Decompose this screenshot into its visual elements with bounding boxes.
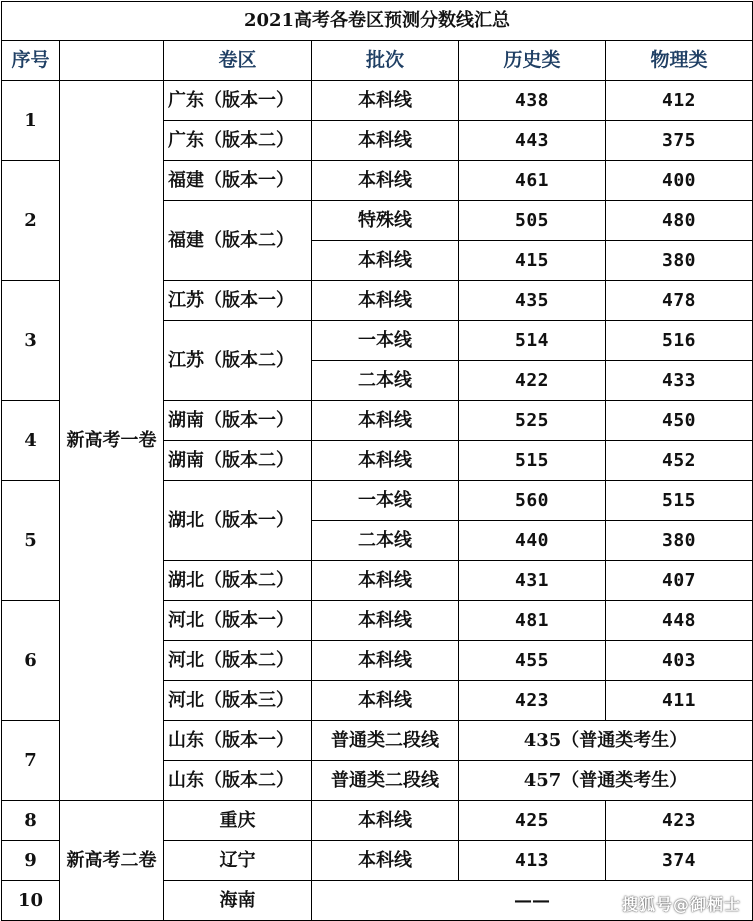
history-score-cell: 413 xyxy=(459,841,606,881)
physics-score-cell: 515 xyxy=(606,481,753,521)
header-group-blank xyxy=(60,41,164,81)
physics-score-cell: 407 xyxy=(606,561,753,601)
history-score-cell: 461 xyxy=(459,161,606,201)
physics-score-cell: 450 xyxy=(606,401,753,441)
seq-cell: 3 xyxy=(2,281,60,401)
physics-score-cell: 400 xyxy=(606,161,753,201)
region-cell: 湖南（版本一） xyxy=(164,401,312,441)
region-cell: 山东（版本一） xyxy=(164,721,312,761)
batch-cell: 本科线 xyxy=(312,241,459,281)
region-cell: 海南 xyxy=(164,881,312,921)
score-table xyxy=(1,1,753,921)
physics-score-cell: 412 xyxy=(606,81,753,121)
region-cell: 湖北（版本二） xyxy=(164,561,312,601)
batch-cell: 特殊线 xyxy=(312,201,459,241)
region-cell: 湖北（版本一） xyxy=(164,481,312,561)
combined-score-cell: 457（普通类考生） xyxy=(459,761,753,801)
paper-group-cell: 新高考一卷 xyxy=(60,81,164,801)
physics-score-cell: 403 xyxy=(606,641,753,681)
header-history: 历史类 xyxy=(459,41,606,81)
region-cell: 辽宁 xyxy=(164,841,312,881)
seq-cell: 8 xyxy=(2,801,60,841)
physics-score-cell: 448 xyxy=(606,601,753,641)
title-row xyxy=(2,2,753,41)
physics-score-cell: 452 xyxy=(606,441,753,481)
history-score-cell: 525 xyxy=(459,401,606,441)
table-row xyxy=(2,801,753,841)
history-score-cell: 440 xyxy=(459,521,606,561)
header-row xyxy=(2,41,753,81)
region-cell: 山东（版本二） xyxy=(164,761,312,801)
history-score-cell: 505 xyxy=(459,201,606,241)
history-score-cell: 515 xyxy=(459,441,606,481)
batch-cell: 普通类二段线 xyxy=(312,761,459,801)
history-score-cell: 425 xyxy=(459,801,606,841)
batch-cell: 二本线 xyxy=(312,361,459,401)
batch-cell: 本科线 xyxy=(312,441,459,481)
physics-score-cell: 516 xyxy=(606,321,753,361)
header-region: 卷区 xyxy=(164,41,312,81)
region-cell: 广东（版本一） xyxy=(164,81,312,121)
table-row xyxy=(2,81,753,121)
seq-cell: 10 xyxy=(2,881,60,921)
header-batch: 批次 xyxy=(312,41,459,81)
history-score-cell: 415 xyxy=(459,241,606,281)
history-score-cell: 455 xyxy=(459,641,606,681)
seq-cell: 9 xyxy=(2,841,60,881)
physics-score-cell: 380 xyxy=(606,241,753,281)
paper-group-cell: 新高考二卷 xyxy=(60,801,164,921)
batch-cell: 本科线 xyxy=(312,281,459,321)
physics-score-cell: 478 xyxy=(606,281,753,321)
physics-score-cell: 380 xyxy=(606,521,753,561)
region-cell: 江苏（版本二） xyxy=(164,321,312,401)
history-score-cell: 435 xyxy=(459,281,606,321)
batch-cell: 一本线 xyxy=(312,481,459,521)
history-score-cell: 423 xyxy=(459,681,606,721)
combined-score-cell: —— xyxy=(312,881,753,921)
seq-cell: 4 xyxy=(2,401,60,481)
region-cell: 河北（版本二） xyxy=(164,641,312,681)
region-cell: 江苏（版本一） xyxy=(164,281,312,321)
seq-cell: 1 xyxy=(2,81,60,161)
batch-cell: 二本线 xyxy=(312,521,459,561)
batch-cell: 本科线 xyxy=(312,401,459,441)
batch-cell: 普通类二段线 xyxy=(312,721,459,761)
region-cell: 河北（版本一） xyxy=(164,601,312,641)
history-score-cell: 514 xyxy=(459,321,606,361)
table-title: 2021高考各卷区预测分数线汇总 xyxy=(2,2,753,41)
physics-score-cell: 480 xyxy=(606,201,753,241)
batch-cell: 本科线 xyxy=(312,841,459,881)
batch-cell: 本科线 xyxy=(312,121,459,161)
batch-cell: 本科线 xyxy=(312,81,459,121)
batch-cell: 本科线 xyxy=(312,561,459,601)
seq-cell: 2 xyxy=(2,161,60,281)
physics-score-cell: 411 xyxy=(606,681,753,721)
physics-score-cell: 433 xyxy=(606,361,753,401)
batch-cell: 本科线 xyxy=(312,161,459,201)
history-score-cell: 481 xyxy=(459,601,606,641)
batch-cell: 本科线 xyxy=(312,601,459,641)
region-cell: 广东（版本二） xyxy=(164,121,312,161)
batch-cell: 本科线 xyxy=(312,801,459,841)
seq-cell: 5 xyxy=(2,481,60,601)
physics-score-cell: 374 xyxy=(606,841,753,881)
header-seq: 序号 xyxy=(2,41,60,81)
seq-cell: 6 xyxy=(2,601,60,721)
physics-score-cell: 423 xyxy=(606,801,753,841)
region-cell: 福建（版本一） xyxy=(164,161,312,201)
region-cell: 福建（版本二） xyxy=(164,201,312,281)
header-physics: 物理类 xyxy=(606,41,753,81)
history-score-cell: 443 xyxy=(459,121,606,161)
history-score-cell: 431 xyxy=(459,561,606,601)
combined-score-cell: 435（普通类考生） xyxy=(459,721,753,761)
history-score-cell: 422 xyxy=(459,361,606,401)
region-cell: 河北（版本三） xyxy=(164,681,312,721)
watermark-text: 搜狐号@御栖士 xyxy=(621,895,741,914)
batch-cell: 一本线 xyxy=(312,321,459,361)
batch-cell: 本科线 xyxy=(312,681,459,721)
batch-cell: 本科线 xyxy=(312,641,459,681)
region-cell: 湖南（版本二） xyxy=(164,441,312,481)
history-score-cell: 438 xyxy=(459,81,606,121)
seq-cell: 7 xyxy=(2,721,60,801)
region-cell: 重庆 xyxy=(164,801,312,841)
history-score-cell: 560 xyxy=(459,481,606,521)
physics-score-cell: 375 xyxy=(606,121,753,161)
